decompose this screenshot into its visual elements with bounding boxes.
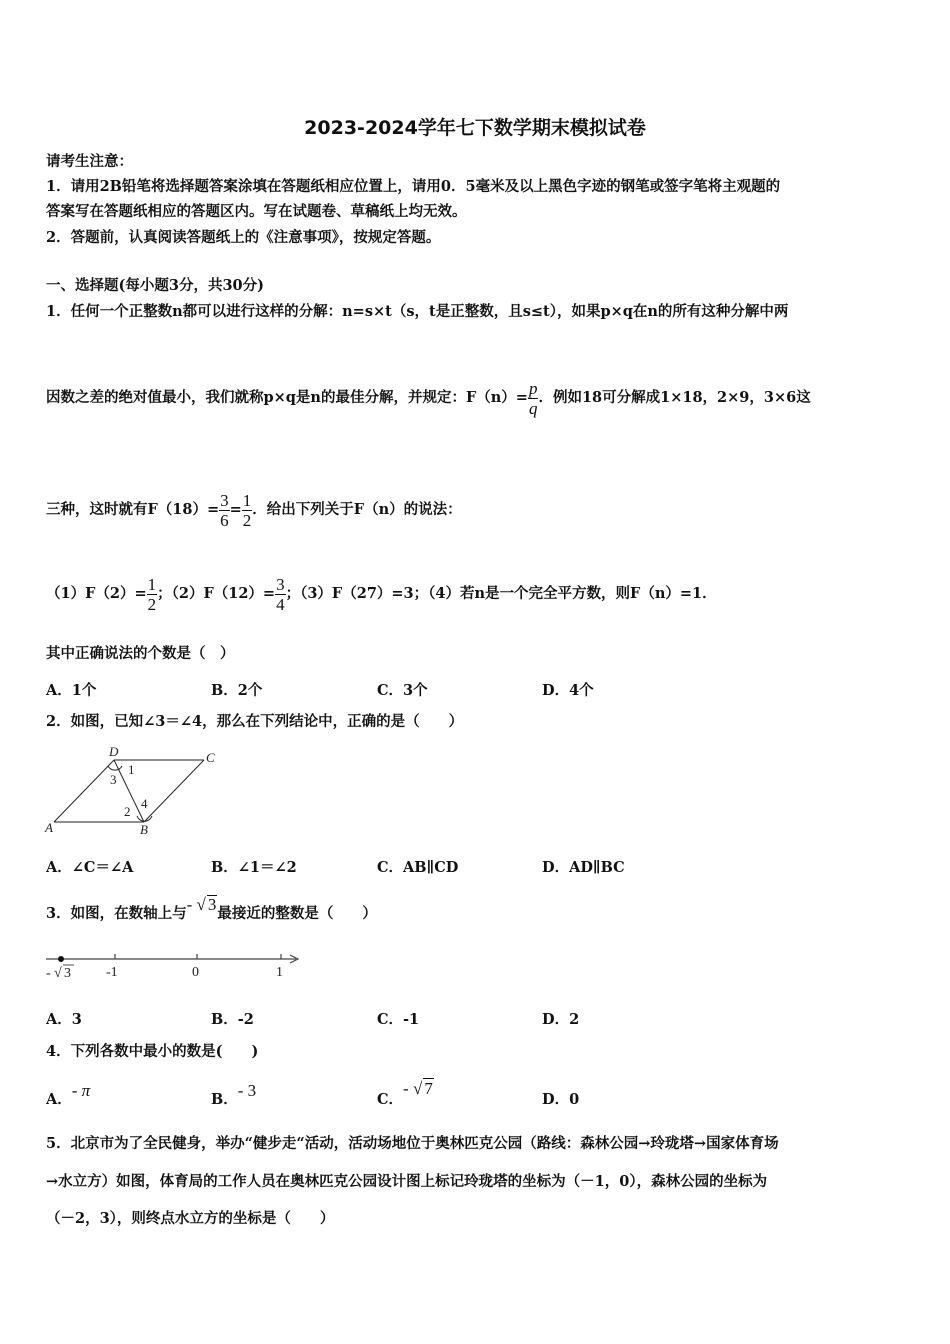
q4-option-b[interactable]	[211, 1081, 257, 1109]
statement-1: （1）F（2）=	[46, 585, 147, 602]
q1-line-3	[46, 482, 462, 538]
notice-heading: 请考生注意：	[46, 153, 133, 170]
radicand: 3	[207, 895, 217, 914]
q1-option-b[interactable]: B．2个	[211, 682, 263, 699]
q3-stem-a: 3．如图，在数轴上与	[46, 905, 187, 922]
label-1: 1	[276, 965, 283, 980]
q4-stem: 4．下列各数中最小的数是( )	[46, 1043, 259, 1060]
neg-sqrt-3: - √ 3	[186, 895, 217, 914]
option-letter: C．	[377, 1091, 404, 1108]
q5-line-1: 5．北京市为了全民健身，举办“健步走“活动，活动场地位于奥林匹克公园（路线：森林公园→玲珑塔→国家体育场	[46, 1135, 779, 1152]
label-angle-2: 2	[124, 804, 131, 819]
q1-line-3a: 三种，这时就有F（18）=	[46, 501, 220, 518]
label-angle-3: 3	[110, 772, 117, 787]
value-neg-sqrt7: - √ 7	[403, 1079, 433, 1098]
label-neg-sqrt3-minus: -	[46, 966, 51, 981]
q3-option-b[interactable]: B．-2	[211, 1011, 254, 1028]
q4-option-d[interactable]: D．0	[542, 1091, 580, 1108]
segment-ad	[54, 760, 114, 822]
notice-line-1a: 1．请用2B铅笔将选择题答案涂填在答题纸相应位置上，请用0．5毫米及以上黑色字迹的钢笔或签字笔将主观题的	[46, 178, 781, 195]
fraction-num: 1	[242, 490, 252, 510]
label-neg-sqrt3-root: √	[54, 966, 62, 981]
fraction-num: 3	[220, 490, 229, 510]
q2-stem: 2．如图，已知∠3＝∠4，那么在下列结论中，正确的是（ ）	[46, 713, 464, 730]
q1-line-2a: 因数之差的绝对值最小，我们就称p×q是n的最佳分解，并规定：F（n）=	[46, 389, 528, 406]
q1-option-a[interactable]: A．1个	[46, 682, 97, 699]
q1-line-2b: ．例如18可分解成1×18，2×9，3×6这	[538, 389, 811, 406]
radicand: 7	[424, 1079, 433, 1098]
page-title: 2023-2024学年七下数学期末模拟试卷	[304, 117, 646, 139]
value-neg-pi: - π	[71, 1081, 91, 1100]
label-c: C	[206, 750, 215, 765]
q2-option-d[interactable]: D．AD∥BC	[542, 859, 625, 876]
angle-arc-d	[108, 766, 122, 770]
option-letter: A．	[46, 1091, 72, 1108]
q1-statements	[46, 566, 717, 622]
statement-2: ；（2）F（12）=	[157, 585, 276, 602]
fraction-den: 6	[220, 510, 229, 530]
q1-line-2	[46, 370, 811, 426]
label-angle-1: 1	[128, 762, 135, 777]
fraction-3-4	[275, 575, 286, 614]
q3-stem	[46, 895, 377, 923]
q3-number-line	[44, 948, 314, 984]
notice-line-2: 2．答题前，认真阅读答题纸上的《注意事项》，按规定答题。	[46, 229, 441, 246]
equals-sign: =	[229, 501, 242, 518]
minus-sign: -	[186, 895, 193, 914]
fraction-3-6	[219, 491, 230, 530]
fraction-den: 2	[147, 594, 157, 614]
q5-line-3: （－2，3），则终点水立方的坐标是（ ）	[46, 1210, 335, 1227]
label-a: A	[45, 820, 53, 835]
q3-option-d[interactable]: D．2	[542, 1011, 580, 1028]
q3-option-a[interactable]: A．3	[46, 1011, 82, 1028]
q2-parallelogram-figure	[44, 744, 234, 840]
minus-sign: -	[403, 1079, 409, 1098]
fraction-num: 3	[276, 574, 285, 594]
q4-option-a[interactable]	[46, 1081, 91, 1109]
label-neg-sqrt3-radicand: 3	[64, 966, 71, 981]
label-b: B	[140, 822, 148, 837]
q3-option-c[interactable]: C．-1	[377, 1011, 420, 1028]
fraction-p-over-q	[528, 379, 539, 418]
fraction-den: q	[528, 398, 538, 418]
value-neg-3: - 3	[237, 1081, 257, 1100]
q1-ask: 其中正确说法的个数是（ ）	[46, 645, 235, 662]
q1-option-c[interactable]: C．3个	[377, 682, 428, 699]
fraction-den: 4	[276, 594, 285, 614]
fraction-1-2	[242, 491, 253, 530]
label-0: 0	[192, 965, 199, 980]
q1-line-1: 1．任何一个正整数n都可以进行这样的分解：n=s×t（s，t是正整数，且s≤t），如果p×q在n的所有这种分解中两	[46, 303, 789, 320]
q2-option-a[interactable]: A．∠C＝∠A	[46, 859, 134, 876]
point-neg-sqrt3	[58, 956, 64, 962]
fraction-num: p	[528, 378, 538, 398]
label-d: D	[109, 744, 119, 759]
angle-arc-b	[137, 816, 152, 821]
q3-stem-b: 最接近的整数是（ ）	[217, 905, 377, 922]
option-letter: B．	[211, 1091, 238, 1108]
notice-line-1b: 答案写在答题纸相应的答题区内。写在试题卷、草稿纸上均无效。	[46, 203, 467, 220]
q2-option-b[interactable]: B．∠1＝∠2	[211, 859, 297, 876]
label-angle-4: 4	[141, 796, 148, 811]
segment-cb	[144, 760, 204, 822]
statement-3-4: ；（3）F（27）=3；（4）若n是一个完全平方数，则F（n）=1．	[285, 585, 717, 602]
q4-option-c[interactable]	[377, 1079, 434, 1109]
label-minus-1: -1	[106, 965, 118, 980]
fraction-num: 1	[147, 574, 157, 594]
fraction-1-2	[147, 575, 158, 614]
fraction-den: 2	[242, 510, 252, 530]
q1-option-d[interactable]: D．4个	[542, 682, 594, 699]
section-heading: 一、选择题(每小题3分，共30分)	[46, 277, 264, 294]
q2-option-c[interactable]: C．AB∥CD	[377, 859, 459, 876]
q5-line-2: →水立方）如图，体育局的工作人员在奥林匹克公园设计图上标记玲珑塔的坐标为（－1，0），森林公园的坐标为	[46, 1173, 768, 1190]
q1-line-3b: ．给出下列关于F（n）的说法：	[252, 501, 462, 518]
